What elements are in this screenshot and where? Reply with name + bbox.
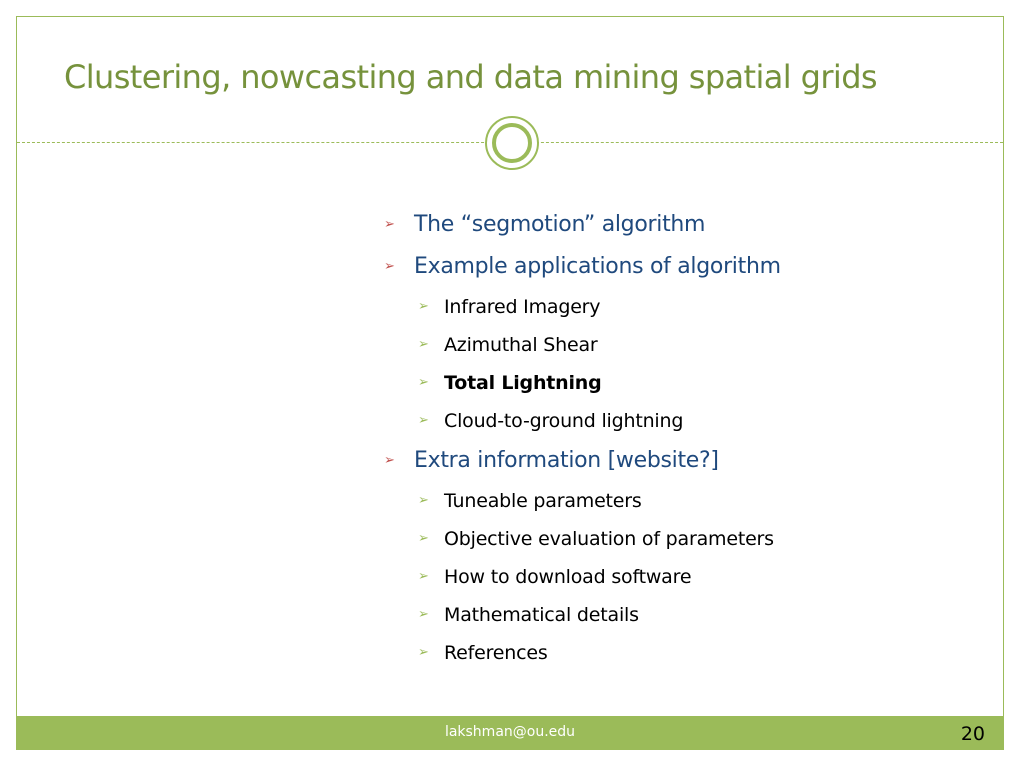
sub-bullet-total-lightning [384, 364, 781, 402]
sub-bullet-infrared-imagery [384, 288, 781, 326]
sub-bullet-text: Objective evaluation of parameters [444, 528, 774, 550]
bullet-list [384, 204, 781, 672]
sub-bullet-text: Mathematical details [444, 604, 639, 626]
arrow-bullet-icon: ➢ [418, 531, 429, 546]
sub-bullet-download-software [384, 558, 781, 596]
arrow-bullet-icon: ➢ [418, 413, 429, 428]
sub-bullet-references [384, 634, 781, 672]
sub-bullet-text: Total Lightning [444, 372, 602, 394]
arrow-bullet-icon: ➢ [418, 569, 429, 584]
sub-bullet-objective-evaluation [384, 520, 781, 558]
arrow-bullet-icon: ➢ [418, 375, 429, 390]
arrow-bullet-icon: ➢ [418, 645, 429, 660]
arrow-bullet-icon: ➢ [418, 299, 429, 314]
sub-bullet-text: How to download software [444, 566, 692, 588]
slide-number: 20 [960, 723, 985, 745]
arrow-bullet-icon: ➢ [384, 259, 395, 274]
slide-title: Clustering, nowcasting and data mining spatial grids [64, 58, 877, 96]
sub-bullet-mathematical-details [384, 596, 781, 634]
bullet-text: Example applications of algorithm [414, 254, 781, 279]
footer-email: lakshman@ou.edu [444, 724, 576, 740]
sub-bullet-azimuthal-shear [384, 326, 781, 364]
arrow-bullet-icon: ➢ [418, 493, 429, 508]
sub-bullet-cloud-to-ground [384, 402, 781, 440]
divider-circle-inner [492, 123, 532, 163]
sub-bullet-text: Cloud-to-ground lightning [444, 410, 684, 432]
arrow-bullet-icon: ➢ [384, 217, 395, 232]
sub-bullet-text: Azimuthal Shear [444, 334, 598, 356]
sub-bullet-text: Infrared Imagery [444, 296, 601, 318]
sub-bullet-text: Tuneable parameters [444, 490, 642, 512]
arrow-bullet-icon: ➢ [418, 607, 429, 622]
bullet-item-segmotion [384, 204, 781, 246]
footer-bar [17, 716, 1003, 749]
bullet-item-example-applications [384, 246, 781, 288]
divider-circle-ornament [485, 116, 539, 170]
arrow-bullet-icon: ➢ [418, 337, 429, 352]
arrow-bullet-icon: ➢ [384, 453, 395, 468]
bullet-text: The “segmotion” algorithm [414, 212, 706, 237]
sub-bullet-tuneable-parameters [384, 482, 781, 520]
bullet-text: Extra information [website?] [414, 448, 719, 473]
bullet-item-extra-information [384, 440, 781, 482]
sub-bullet-text: References [444, 642, 548, 664]
